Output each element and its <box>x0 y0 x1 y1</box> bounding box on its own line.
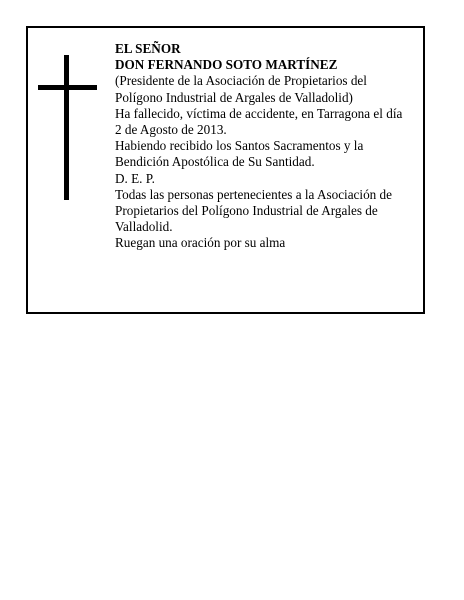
notice-line: (Presidente de la Asociación de Propietarios del <box>115 73 367 89</box>
notice-line: Ruegan una oración por su alma <box>115 235 286 251</box>
notice-line: Todas las personas pertenecientes a la Asociación de <box>115 186 393 202</box>
cross-horizontal-bar <box>38 85 97 90</box>
notice-text <box>115 41 420 252</box>
notice-line: 2 de Agosto de 2013. <box>115 122 227 138</box>
notice-line: Habiendo recibido los Santos Sacramentos y la <box>115 138 364 154</box>
notice-line: D. E. P. <box>115 170 155 186</box>
notice-line: Propietarios del Polígono Industrial de Argales de <box>115 203 378 219</box>
notice-line: Valladolid. <box>115 219 173 235</box>
notice-title: EL SEÑOR <box>115 41 181 56</box>
obituary-notice <box>26 26 425 314</box>
notice-line: Ha fallecido, víctima de accidente, en Tarragona el día <box>115 105 403 121</box>
latin-cross-icon <box>38 55 98 200</box>
notice-line: Polígono Industrial de Argales de Valladolid) <box>115 89 353 105</box>
deceased-name: DON FERNANDO SOTO MARTÍNEZ <box>115 57 338 73</box>
notice-line: Bendición Apostólica de Su Santidad. <box>115 154 315 170</box>
cross-vertical-bar <box>64 55 69 200</box>
